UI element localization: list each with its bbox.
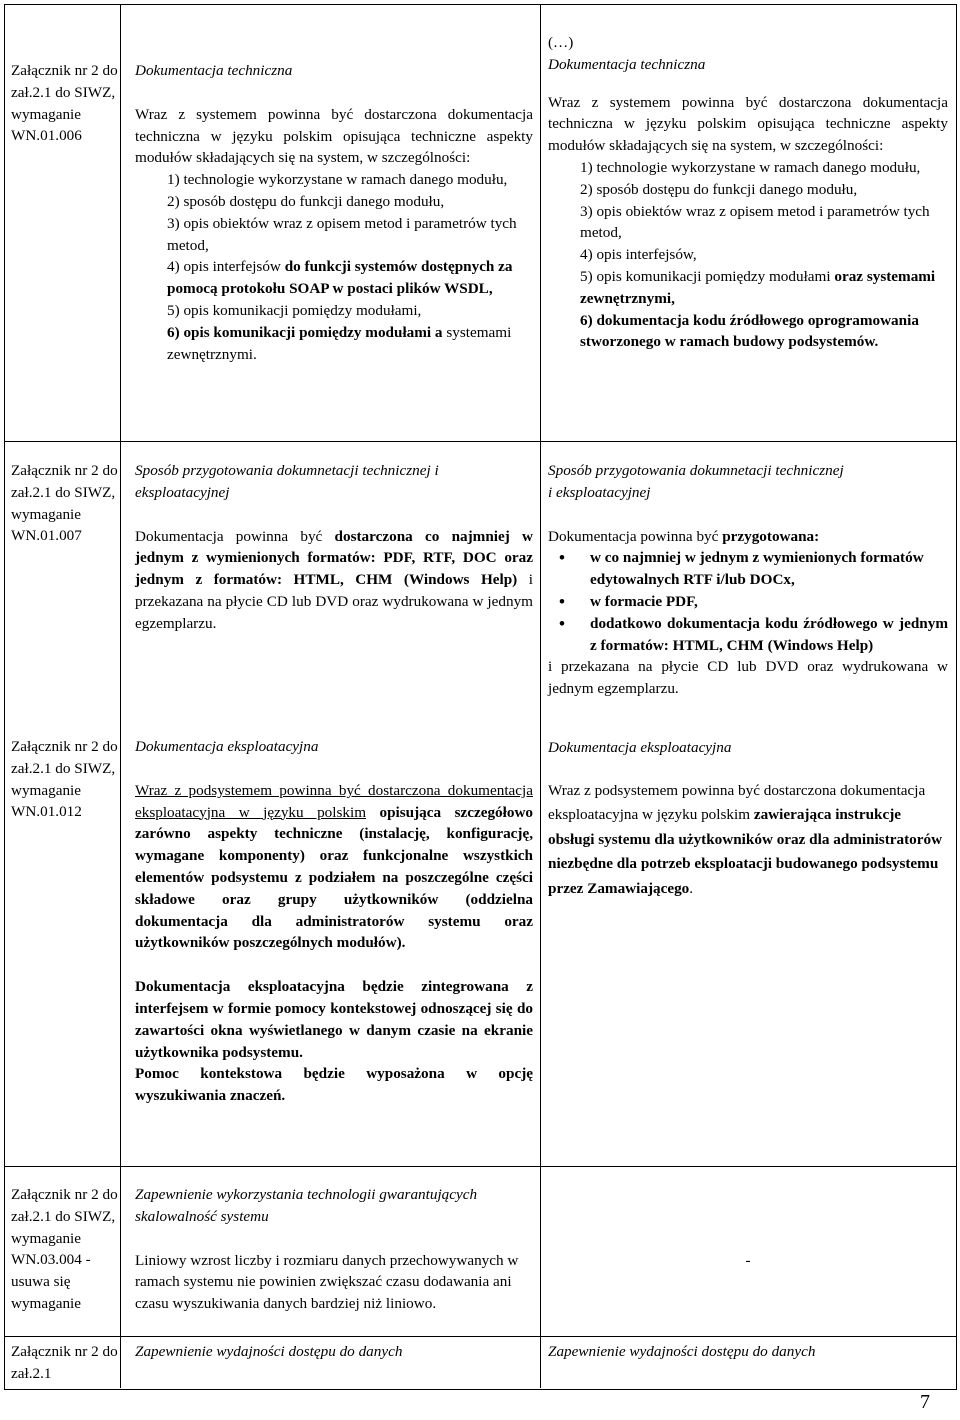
list-item: 2) sposób dostępu do funkcji danego modułu, [167, 192, 445, 210]
list-item-text: systemami zewnętrznymi. [167, 323, 512, 363]
reference-cell [11, 460, 119, 547]
reference-text: Załącznik nr 2 do zał.2.1 do SIWZ, wymaganie WN.01.012 [11, 738, 118, 821]
list-item-text: 5) opis komunikacji pomiędzy modułami [580, 267, 831, 285]
paragraph-text: Dokumentacja powinna być [135, 527, 323, 545]
paragraph-bold-text: opisująca szczegółowo zarówno aspekty techniczne (instalację, konfigurację, wymagane komponenty) oraz funkcjonalne wszystkich elementów podsystemu z podziałem na poszczególne części składowe oraz grupy użytkowników (oddzielna dokumentacja dla administratorów systemu oraz użytkowników poszczególnych modułów). [135, 803, 534, 952]
paragraph-bold-text: przygotowana: [722, 527, 820, 545]
paragraph: Dokumentacja eksploatacyjna będzie zintegrowana z interfejsem w formie pomocy kontekstowej odnoszącej się do zawartości okna wyświetlanego w danym czasie na ekranie użytkownika podsystemu. [135, 978, 533, 1061]
section-title: i eksploatacyjnej [548, 483, 651, 501]
reference-cell [11, 60, 119, 147]
paragraph-bold-text: dostarczona co najmniej w jednym z wymienionych formatów: PDF, RTF, DOC oraz jednym z formatów: HTML, CHM (Windows Help) [135, 527, 533, 589]
bullet-list [548, 547, 948, 656]
column-divider [540, 4, 541, 1388]
paragraph: Wraz z systemem powinna być dostarczona dokumentacja techniczna w języku polskim opisująca techniczne aspekty modułów składających się na system, w szczególności: [548, 93, 948, 155]
section-title: Dokumentacja techniczna [135, 62, 293, 79]
original-text-cell [135, 1184, 533, 1315]
row-divider [4, 1336, 956, 1337]
ellipsis: (…) [548, 34, 574, 51]
page-number: 7 [920, 1391, 930, 1413]
paragraph [548, 779, 948, 902]
paragraph [135, 526, 533, 635]
reference-cell [11, 1341, 119, 1385]
list-item-text: 6) opis komunikacji pomiędzy modułami a [167, 323, 443, 341]
paragraph [548, 526, 948, 548]
paragraph-text: Wraz z podsystemem powinna być dostarczona dokumentacja eksploatacyjna w języku polskim [548, 781, 926, 823]
section-title: Sposób przygotowania dokumnetacji technicznej [548, 462, 844, 479]
list-item: 6) dokumentacja kodu źródłowego oprogramowania stworzonego w ramach budowy podsystemów. [580, 311, 919, 351]
paragraph-text: Dokumentacja powinna być [548, 527, 719, 545]
bullet-item: • w co najmniej w jednym z wymienionych formatów edytowalnych RTF i/lub DOCx, [548, 547, 948, 591]
paragraph-text: i przekazana na płycie CD lub DVD oraz wydrukowana w jednym egzemplarzu. [135, 571, 533, 632]
paragraph-text: . [689, 879, 694, 897]
row-divider [4, 1166, 956, 1167]
reference-cell [11, 736, 119, 823]
original-text-cell [135, 1341, 533, 1363]
list-item [135, 322, 533, 366]
dash-text: - [745, 1252, 751, 1269]
list-item: 2) sposób dostępu do funkcji danego modułu, [580, 180, 858, 198]
list-item-bold-text: do funkcji systemów dostępnych za pomocą protokołu SOAP w postaci plików WSDL, [167, 258, 513, 298]
changed-text-cell [548, 32, 948, 353]
list-item: 3) opis obiektów wraz z opisem metod i parametrów tych metod, [167, 214, 517, 254]
bullet-item: • dodatkowo dokumentacja kodu źródłowego w jednym z formatów: HTML, CHM (Windows Help) [548, 613, 948, 657]
changed-text-cell [548, 460, 948, 700]
paragraph-underlined-text: Wraz z podsystemem powinna być dostarczona dokumentacja eksploatacyjna w języku polskim [135, 781, 533, 821]
list-item-bold-text: oraz systemami zewnętrznymi, [580, 267, 936, 307]
section-title: Dokumentacja techniczna [548, 55, 706, 73]
reference-cell [11, 1184, 119, 1315]
changed-text-cell [548, 1250, 948, 1272]
reference-text: Załącznik nr 2 do zał.2.1 [11, 1343, 118, 1382]
paragraph [135, 780, 533, 954]
paragraph: i przekazana na płycie CD lub DVD oraz wydrukowana w jednym egzemplarzu. [548, 658, 948, 698]
list-item [135, 256, 533, 300]
list-item: 4) opis interfejsów, [580, 246, 697, 264]
list-item-text: 4) opis interfejsów [167, 258, 281, 276]
original-text-cell [135, 60, 533, 365]
column-divider [120, 4, 121, 1388]
section-title: Zapewnienie wydajności dostępu do danych [135, 1343, 403, 1360]
paragraph-bold-text: zawierająca instrukcje obsługi systemu dla użytkowników oraz dla administratorów niezbędne dla potrzeb eksploatacji budowanego podsystemu przez Zamawiającego [548, 806, 943, 897]
list-item: 5) opis komunikacji pomiędzy modułami, [167, 301, 422, 319]
changed-text-cell [548, 736, 948, 901]
bullet-item: • w formacie PDF, [548, 591, 948, 613]
original-text-cell [135, 460, 533, 635]
section-title: Sposób przygotowania dokumnetacji technicznej i eksploatacyjnej [135, 462, 439, 501]
row-divider [4, 441, 956, 442]
section-title: Dokumentacja eksploatacyjna [135, 738, 319, 755]
paragraph: Liniowy wzrost liczby i rozmiaru danych przechowywanych w ramach systemu nie powinien zwiększać czasu dodawania ani czasu wyszukiwania danych bardziej niż liniowo. [135, 1251, 519, 1313]
list-item: 3) opis obiektów wraz z opisem metod i parametrów tych metod, [580, 202, 930, 242]
list-item [548, 266, 948, 310]
paragraph: Pomoc kontekstowa będzie wyposażona w opcję wyszukiwania znaczeń. [135, 1065, 533, 1105]
list-item: 1) technologie wykorzystane w ramach danego modułu, [167, 171, 508, 189]
paragraph: Wraz z systemem powinna być dostarczona dokumentacja techniczna w języku polskim opisująca techniczne aspekty modułów składających się na system, w szczególności: [135, 105, 533, 167]
reference-text: Załącznik nr 2 do zał.2.1 do SIWZ, wymaganie WN.01.006 [11, 62, 118, 145]
section-title: Zapewnienie wykorzystania technologii gwarantujących skalowalność systemu [135, 1186, 478, 1225]
original-text-cell [135, 736, 533, 1107]
changed-text-cell [548, 1341, 948, 1363]
list-item: 1) technologie wykorzystane w ramach danego modułu, [580, 158, 921, 176]
section-title: Zapewnienie wydajności dostępu do danych [548, 1343, 816, 1360]
section-title: Dokumentacja eksploatacyjna [548, 739, 732, 756]
reference-text: Załącznik nr 2 do zał.2.1 do SIWZ, wymaganie WN.01.007 [11, 462, 118, 545]
reference-text: Załącznik nr 2 do zał.2.1 do SIWZ, wymaganie WN.03.004 -usuwa się wymaganie [11, 1186, 118, 1312]
